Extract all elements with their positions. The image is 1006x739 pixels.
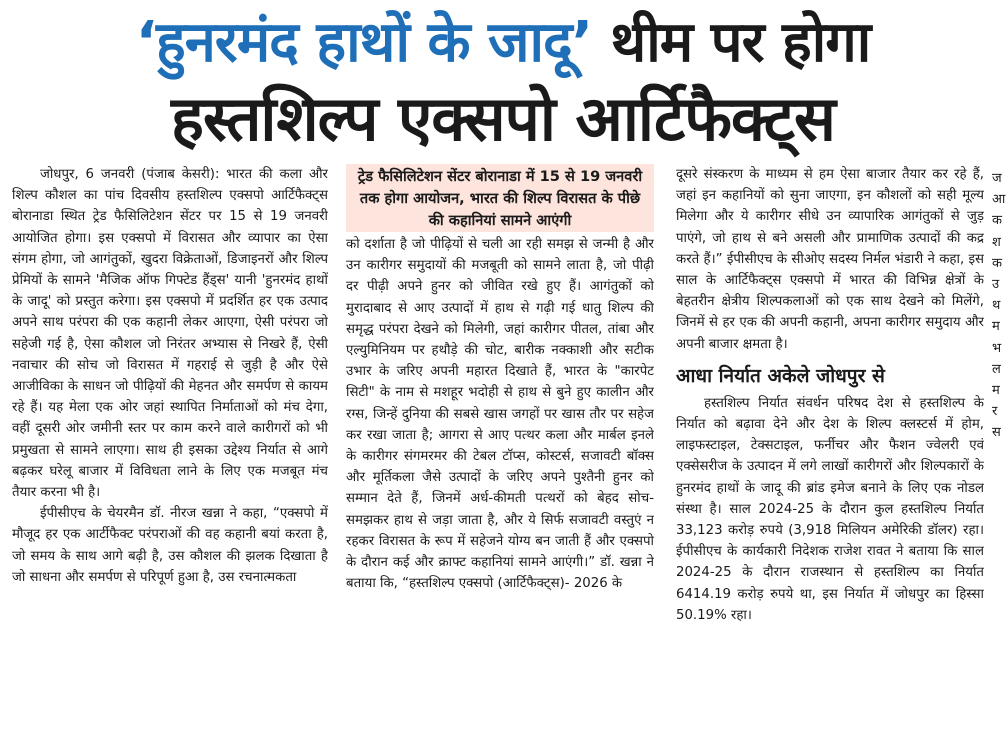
article-column-3 — [676, 164, 984, 736]
subheading-box: ट्रेड फैसिलिटेशन सेंटर बोरानाडा में 15 से 19 जनवरी तक होगा आयोजन, भारत की शिल्प विरासत के पीछे की कहानियां सामने आएंगी — [346, 164, 654, 232]
column-3-paragraph-1: दूसरे संस्करण के माध्यम से हम ऐसा बाजार तैयार कर रहे हैं, जहां इन कहानियों को सुना जाएगा, इन कौशलों को सही मूल्य मिलेगा और ये कारीगर सीधे उन व्यापारिक आगंतुकों से जुड़ पाएंगे, जो हाथ से बने असली और प्रामाणिक उत्पादों की कद्र करते हैं।” ईपीसीएच के सीओए सदस्य निर्मल भंडारी ने कहा, इस साल के आर्टिफैक्ट्स एक्सपो में भारत की विभिन्न क्षेत्रों के बेहतरीन क्षेत्रीय शिल्पकलाओं को एक साथ देखने को मिलेंगे, जिनमें से हर एक की अपनी कहानी, अपना कारीगर समुदाय और अपनी बाजार क्षमता है। — [676, 167, 984, 352]
headline-line-1-rest: थीम पर होगा — [610, 10, 871, 75]
section-heading: आधा निर्यात अकेले जोधपुर से — [676, 364, 885, 387]
adjacent-column-fragment: ज आ क श क उ थ म भ ल म र स — [992, 171, 1006, 441]
headline-line-2: हस्तशिल्प एक्सपो आर्टिफैक्ट्स — [171, 82, 835, 155]
headline-quote: ‘हुनरमंद हाथों के जादू’ — [135, 10, 593, 75]
article-column-2 — [346, 234, 654, 736]
headline — [0, 0, 1006, 158]
column-1-paragraph-1: जोधपुर, 6 जनवरी (पंजाब केसरी): भारत की कला और शिल्प कौशल का पांच दिवसीय हस्तशिल्प एक्सपो आर्टिफैक्ट्स बोरानाडा स्थित ट्रेड फैसिलिटेशन सेंटर पर 15 से 19 जनवरी आयोजित होगा। इस एक्सपो में विरासत और व्यापार का ऐसा संगम होगा, जो आगंतुकों, खुदरा विक्रेताओं, डिजाइनरों और शिल्प प्रेमियों के सामने 'मैजिक ऑफ गिफ्टेड हैंड्स' यानी 'हुनरमंद हाथों के जादू' को प्रस्तुत करेगा। इस एक्सपो में प्रदर्शित हर एक उत्पाद अपने साथ परंपरा की एक कहानी लेकर आएगा, ऐसी परंपरा जो सहेजी गई है, ऐसा कौशल जो निरंतर अभ्यास से निखरे हैं, ऐसी नवाचार की सोच जो विरासत में गहराई से जुड़ी है और ऐसे आजीविका के साधन जो पीढ़ियों की मेहनत और समर्पण से कायम रहे हैं। यह मेला एक ओर जहां स्थापित निर्माताओं को मंच देगा, वहीं दूसरी ओर जमीनी स्तर पर काम करने वाले कारीगरों को भी प्रमुखता से सामने लाएगा। साथ ही इसका उद्देश्य निर्यात से आगे बढ़कर घरेलू बाजार में विविधता लाने के लिए एक मजबूत मंच तैयार करना भी है। — [12, 167, 328, 501]
article-column-1 — [12, 164, 328, 736]
column-3-paragraph-2: हस्तशिल्प निर्यात संवर्धन परिषद देश से हस्तशिल्प के निर्यात को बढ़ावा देने और देश के शिल्प क्लस्टर्स में होम, लाइफस्टाइल, टेक्सटाइल, फर्नीचर और फैशन ज्वेलरी एवं एक्सेसरीज के उत्पादन में लगे लाखों कारीगरों और शिल्पकारों के हुनरमंद हाथों के जादू की ब्रांड इमेज बनाने के लिए एक नोडल संस्था है। साल 2024-25 के दौरान कुल हस्तशिल्प निर्यात 33,123 करोड़ रुपये (3,918 मिलियन अमेरिकी डॉलर) रहा। ईपीसीएच के कार्यकारी निदेशक राजेश रावत ने बताया कि साल 2024-25 के दौरान राजस्थान से हस्तशिल्प का निर्यात 6414.19 करोड़ रुपये था, इस निर्यात में जोधपुर का हिस्सा 50.19% रहा। — [676, 395, 984, 623]
column-2-paragraph-1: को दर्शाता है जो पीढ़ियों से चली आ रही समझ से जन्मी है और उन कारीगर समुदायों की मजबूती को सामने लाता है, जो पीढ़ी दर पीढ़ी अपने हुनर को जीवित रखे हुए हैं। आगंतुकों को मुरादाबाद से आए उत्पादों में हाथ से गढ़ी गई धातु शिल्प की समृद्ध परंपरा देखने को मिलेगी, जहां कारीगर पीतल, तांबा और एल्युमिनियम पर हथौड़े की चोट, बारीक नक्काशी और सटीक उभार के जरिए अपनी महारत दिखाते हैं, भारत के "कारपेट सिटी" के नाम से मशहूर भदोही से हाथ से बुने हुए कालीन और रग्स, जिन्हें दुनिया की सबसे खास जगहों पर खास तौर पर सहेज कर रखा जाता है; आगरा से आए पत्थर कला और मार्बल इनले के कारीगर संगमरमर की टेबल टॉप्स, कोस्टर्स, सजावटी बॉक्स और मूर्तिकला जैसे उत्पादों के जरिए अपने पुश्तैनी हुनर को सम्मान देते हैं, जिनमें अर्ध-कीमती पत्थरों को बेहद सोच-समझकर हाथ से जड़ा जाता है, और ये सिर्फ सजावटी वस्तुएं न रहकर विरासत के रूप में सहेजने योग्य बन जाती हैं और एक्सपो के दौरान कई और क्राफ्ट कहानियां सामने आएंगी।” डॉ. खन्ना ने बताया कि, “हस्तशिल्प एक्सपो (आर्टिफैक्ट्स)- 2026 के — [346, 237, 654, 592]
headline-line-1 — [0, 8, 1006, 78]
column-1-paragraph-2: ईपीसीएच के चेयरमैन डॉ. नीरज खन्ना ने कहा, “एक्सपो में मौजूद हर एक आर्टीफैक्ट परंपराओं की वह कहानी बयां करता है, जो समय के साथ आगे बढ़ी है, उस कौशल की झलक दिखाता है जो साधना और समर्पण से परिपूर्ण हुआ है, उस रचनात्मकता — [12, 506, 328, 585]
